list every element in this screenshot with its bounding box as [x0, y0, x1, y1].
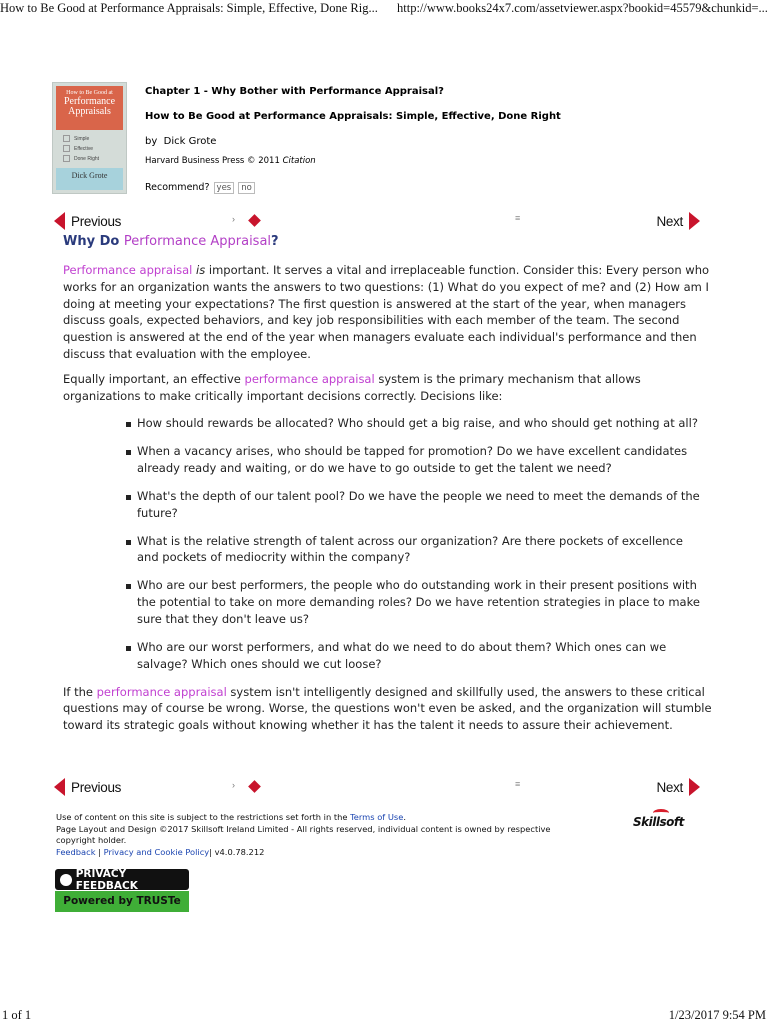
- print-header-url: http://www.books24x7.com/assetviewer.aspx?bookid=45579&chunkid=...: [397, 1, 768, 15]
- feedback-link[interactable]: Feedback: [56, 846, 96, 857]
- cover-checklist-item: Effective: [63, 144, 99, 154]
- copyright-text: Page Layout and Design ©2017 Skillsoft Ireland Limited - All rights reserved, individual content is owned by respective copyright holder.: [56, 823, 551, 845]
- recommend-label: Recommend?: [145, 182, 210, 193]
- decision-list: [125, 415, 707, 673]
- list-item: Who are our best performers, the people who do outstanding work in their present positions with the potential to take on more demanding roles? Do we have retention strategies in place to make sure that they don't leave us?: [125, 577, 707, 627]
- recommend-row: [145, 182, 255, 194]
- previous-button[interactable]: [54, 211, 121, 231]
- right-arrow-icon: [689, 778, 700, 796]
- heading-keyword-link[interactable]: Performance Appraisal: [123, 234, 272, 249]
- keyword-link[interactable]: performance appraisal: [244, 372, 375, 386]
- paragraph-1-text: important. It serves a vital and irreplaceable function. Consider this: Every person who works for an organization wants the answers to two questions: (1) What do you expect of me? and (2) How am I doing at meeting your expectations? The first question is answered at the start of the year, when managers discuss goals, expected behaviors, and key job responsibilities with each member of the team. The second question is answered at the end of the year when managers evaluate each individual's performance and then discuss that evaluation with the employee.: [63, 263, 710, 361]
- page-count: 1 of 1: [2, 1008, 32, 1022]
- cover-author: Dick Grote: [56, 168, 123, 190]
- toc-icon[interactable]: ≡: [515, 213, 521, 223]
- list-item: Who are our worst performers, and what do we need to do about them? Which ones can we salvage? Which ones should we cut loose?: [125, 639, 707, 673]
- print-header: [0, 0, 768, 20]
- paragraph-2-before: Equally important, an effective: [63, 372, 245, 386]
- footer-links: [56, 847, 576, 859]
- list-item: When a vacancy arises, who should be tapped for promotion? Do we have excellent candidates already ready and waiting, or do we have to go outside to get the talent we need?: [125, 443, 707, 477]
- previous-button[interactable]: [54, 777, 121, 797]
- speech-bubble-icon: [60, 874, 72, 886]
- print-datetime: 1/23/2017 9:54 PM: [668, 1008, 766, 1022]
- skillsoft-logo-text: Skillsoft: [633, 815, 684, 829]
- heading-prefix: Why Do: [63, 234, 124, 249]
- cover-checklist-item: Done Right: [63, 154, 99, 164]
- next-label: Next: [656, 213, 683, 229]
- book-cover-image[interactable]: [52, 82, 127, 194]
- site-footer: [56, 812, 576, 858]
- skillsoft-logo: [633, 815, 684, 829]
- cover-title-line2: Performance: [63, 96, 116, 107]
- terms-suffix: .: [403, 812, 406, 822]
- author-link[interactable]: Dick Grote: [163, 136, 217, 147]
- list-item: What's the depth of our talent pool? Do we have the people we need to meet the demands of the future?: [125, 488, 707, 522]
- chevron-right-icon[interactable]: ›: [232, 214, 235, 224]
- print-footer: [0, 1006, 768, 1024]
- terms-of-use-link[interactable]: Terms of Use: [350, 812, 404, 822]
- diamond-icon[interactable]: [248, 214, 261, 227]
- section-body: [63, 262, 713, 734]
- toc-icon[interactable]: ≡: [515, 779, 521, 789]
- section-heading: [63, 234, 279, 249]
- list-item: How should rewards be allocated? Who should get a big raise, and who should get nothing at all?: [125, 415, 707, 432]
- cover-title-line3: Appraisals: [68, 106, 111, 117]
- next-label: Next: [656, 779, 683, 795]
- cover-checklist-item: Simple: [63, 134, 99, 144]
- byline: [145, 136, 216, 147]
- cover-title-line1: How to Be Good at: [66, 90, 113, 96]
- version-text: | v4.0.78.212: [209, 846, 265, 857]
- keyword-link[interactable]: performance appraisal: [96, 684, 227, 699]
- heading-suffix: ?: [271, 234, 279, 249]
- publisher-line: [145, 156, 316, 166]
- next-button[interactable]: [656, 777, 700, 797]
- pager-top: [54, 211, 700, 231]
- paragraph-2: [63, 371, 713, 415]
- paragraph-3-before: If the: [63, 684, 97, 699]
- logo-swoosh-icon: [653, 809, 669, 817]
- privacy-feedback-button[interactable]: [55, 869, 189, 890]
- left-arrow-icon: [54, 778, 65, 796]
- book-title: How to Be Good at Performance Appraisals: Simple, Effective, Done Right: [145, 111, 561, 122]
- keyword-link[interactable]: Performance appraisal: [63, 263, 193, 277]
- terms-prefix: Use of content on this site is subject to the restrictions set forth in the: [56, 812, 351, 822]
- emphasis: is: [196, 263, 206, 277]
- print-header-title: How to Be Good at Performance Appraisals: Simple, Effective, Done Rig...: [0, 1, 378, 15]
- cover-checklist: [63, 134, 99, 164]
- cover-title-block: [56, 86, 123, 130]
- recommend-yes-button[interactable]: yes: [214, 182, 235, 194]
- publisher: Harvard Business Press © 2011: [145, 156, 280, 166]
- list-item: What is the relative strength of talent across our organization? Are there pockets of excellence and pockets of mediocrity within the company?: [125, 533, 707, 567]
- right-arrow-icon: [689, 212, 700, 230]
- diamond-icon[interactable]: [248, 780, 261, 793]
- by-label: by: [145, 136, 158, 147]
- pager-bottom: [54, 777, 700, 797]
- paragraph-3: [63, 684, 713, 734]
- next-button[interactable]: [656, 211, 700, 231]
- paragraph-1: [63, 262, 713, 371]
- previous-label: Previous: [71, 779, 122, 795]
- previous-label: Previous: [71, 213, 122, 229]
- truste-badge[interactable]: Powered by TRUSTe: [55, 891, 189, 912]
- chevron-right-icon[interactable]: ›: [232, 780, 235, 790]
- privacy-feedback-label: PRIVACY FEEDBACK: [75, 867, 138, 892]
- paragraph-3-after: system isn't intelligently designed and skillfully used, the answers to these critical questions may of course be wrong. Worse, the questions won't even be asked, and the organization will stumble toward its strategic goals without knowing whether it has the talent it needs to assure their achievement.: [63, 684, 712, 733]
- terms-line: [56, 812, 576, 824]
- left-arrow-icon: [54, 212, 65, 230]
- privacy-policy-link[interactable]: Privacy and Cookie Policy: [103, 846, 210, 857]
- footer-separator: |: [95, 846, 104, 857]
- paragraph-2-after: system is the primary mechanism that allows organizations to make critically important decisions correctly. Decisions like:: [63, 372, 641, 403]
- citation-link[interactable]: Citation: [282, 156, 316, 166]
- recommend-no-button[interactable]: no: [238, 182, 255, 194]
- chapter-title: Chapter 1 - Why Bother with Performance Appraisal?: [145, 86, 444, 97]
